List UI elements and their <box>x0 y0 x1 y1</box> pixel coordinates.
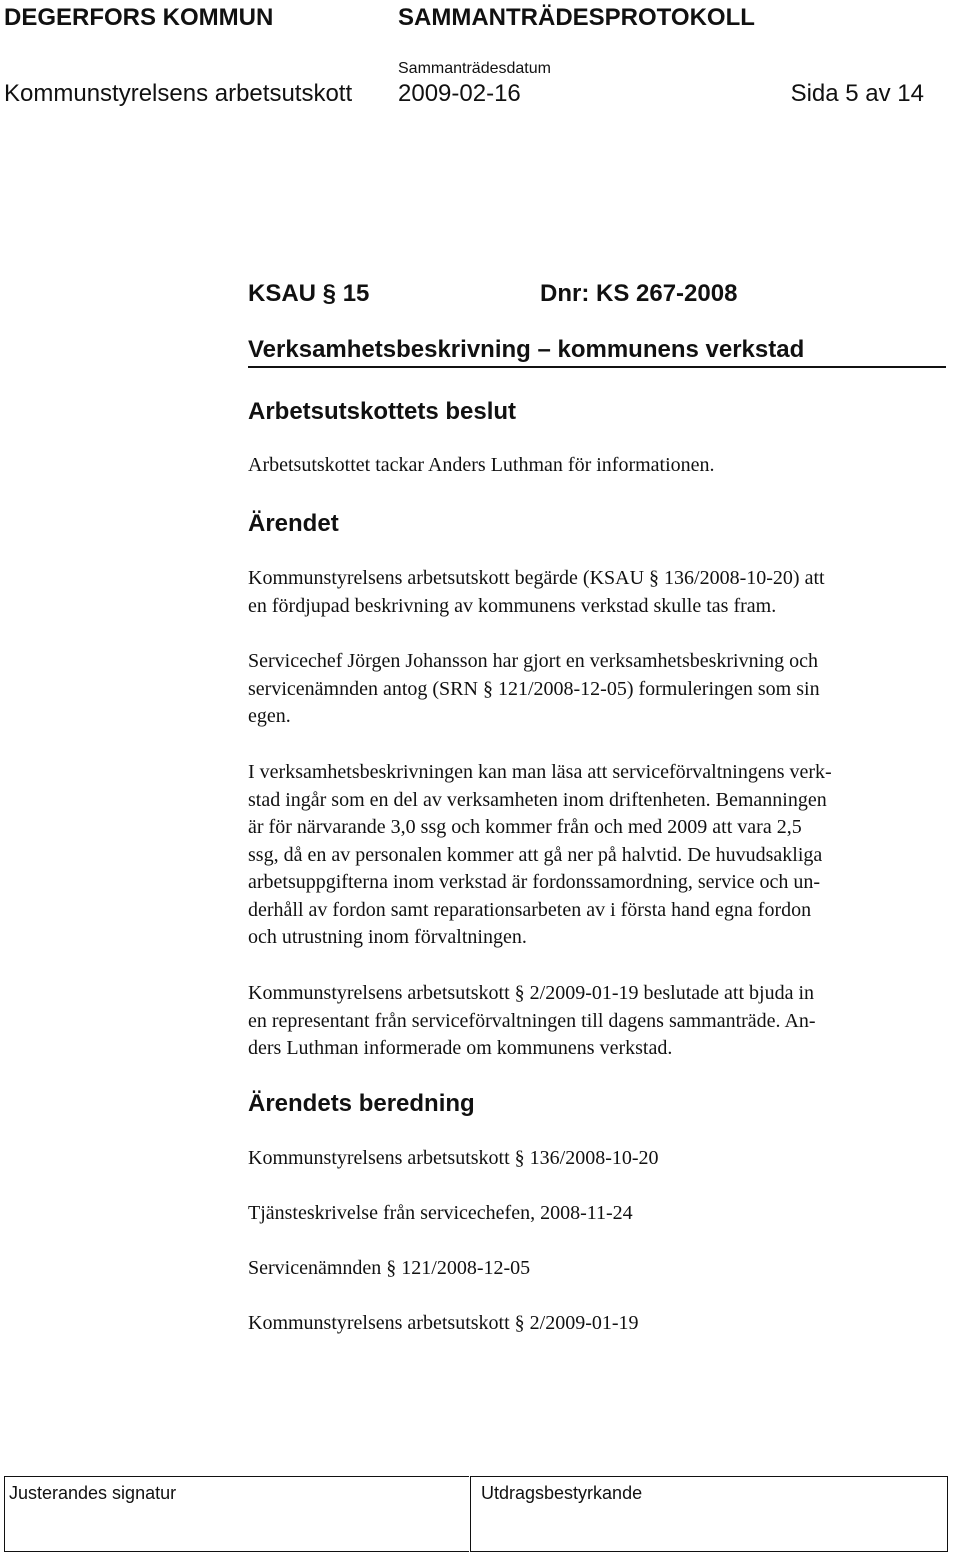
beredning-item: Kommunstyrelsens arbetsutskott § 2/2009-01-19 <box>248 1312 639 1334</box>
text-line: Kommunstyrelsens arbetsutskott § 2/2009-01-19 beslutade att bjuda in <box>248 982 815 1004</box>
text-line: Servicechef Jörgen Johansson har gjort en verksamhetsbeskrivning och <box>248 650 819 672</box>
text-line: ssg, då en av personalen kommer att gå ner på halvtid. De huvudsakliga <box>248 843 823 866</box>
header-date: 2009-02-16 <box>398 80 521 107</box>
text-line: derhåll av fordon samt reparationsarbeten av i första hand egna fordon <box>248 898 812 921</box>
beredning-item: Tjänsteskrivelse från servicechefen, 2008-11-24 <box>248 1202 633 1224</box>
item-number: KSAU § 15 <box>248 280 370 307</box>
text-line: är för närvarande 3,0 ssg och kommer från och med 2009 att vara 2,5 <box>248 816 802 838</box>
text-line: egen. <box>248 705 291 727</box>
text-line: en representant från serviceförvaltningen till dagens sammanträde. An- <box>248 1009 816 1032</box>
arendet-paragraph-2 <box>248 648 938 731</box>
beslut-text: Arbetsutskottet tackar Anders Luthman för informationen. <box>248 454 715 476</box>
signature-box <box>4 1476 469 1552</box>
arendet-heading: Ärendet <box>248 510 339 537</box>
text-line: arbetsuppgifterna inom verkstad är fordonssamordning, service och un- <box>248 871 821 893</box>
text-line: och utrustning inom förvaltningen. <box>248 926 527 948</box>
text-line: servicenämnden antog (SRN § 121/2008-12-05) formuleringen som sin <box>248 677 820 700</box>
signature-label: Justerandes signatur <box>9 1483 177 1503</box>
beslut-heading: Arbetsutskottets beslut <box>248 398 517 425</box>
text-line: Kommunstyrelsens arbetsutskott begärde (KSAU § 136/2008-10-20) att <box>248 567 825 589</box>
arendet-paragraph-3 <box>248 759 938 952</box>
text-line: ders Luthman informerade om kommunens verkstad. <box>248 1037 673 1059</box>
text-line: stad ingår som en del av verksamheten inom driftenheten. Bemanningen <box>248 788 827 811</box>
item-dnr: Dnr: KS 267-2008 <box>540 280 738 307</box>
certification-box <box>470 1476 948 1552</box>
text-line: I verksamhetsbeskrivningen kan man läsa att serviceförvaltningens verk- <box>248 761 832 783</box>
title-underline <box>248 366 946 368</box>
item-title: Verksamhetsbeskrivning – kommunens verkstad <box>248 336 805 363</box>
header-doc-type: SAMMANTRÄDESPROTOKOLL <box>398 4 755 31</box>
text-line: en fördjupad beskrivning av kommunens verkstad skulle tas fram. <box>248 594 777 617</box>
beredning-item: Kommunstyrelsens arbetsutskott § 136/2008-10-20 <box>248 1147 659 1169</box>
certification-label: Utdragsbestyrkande <box>481 1483 643 1503</box>
header-page-number: Sida 5 av 14 <box>790 80 924 107</box>
header-org: DEGERFORS KOMMUN <box>4 4 274 31</box>
arendet-paragraph-1 <box>248 565 938 620</box>
header-date-label: Sammanträdesdatum <box>398 60 551 77</box>
beredning-item: Servicenämnden § 121/2008-12-05 <box>248 1257 531 1279</box>
beredning-heading: Ärendets beredning <box>248 1090 475 1117</box>
header-committee: Kommunstyrelsens arbetsutskott <box>4 80 353 107</box>
arendet-paragraph-4 <box>248 980 938 1063</box>
